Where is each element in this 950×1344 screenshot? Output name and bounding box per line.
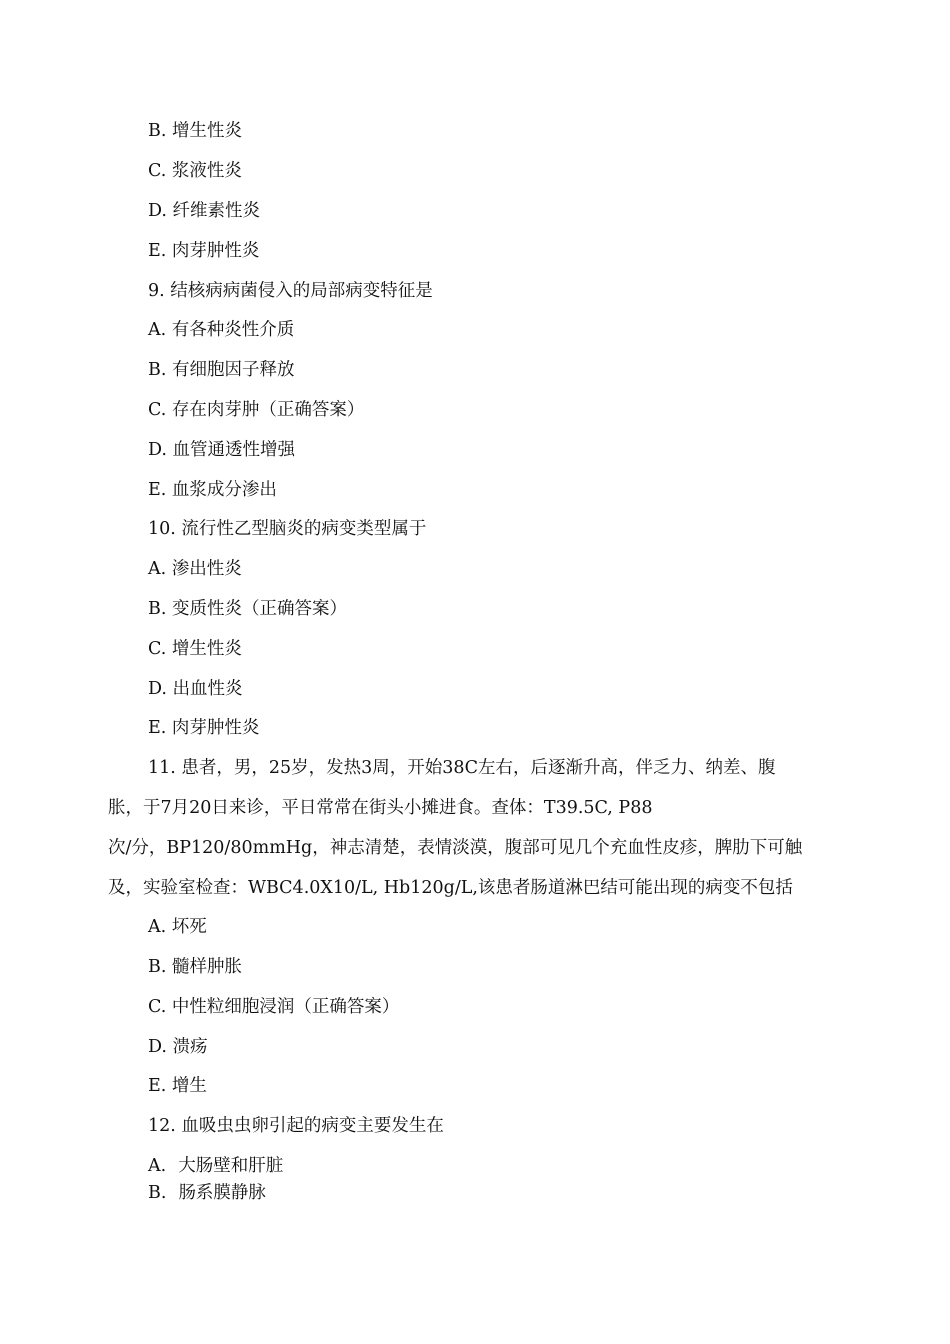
option-line: D. 纤维素性炎	[148, 201, 261, 221]
option-line: E. 增生	[148, 1076, 207, 1096]
option-line: D. 血管通透性增强	[148, 440, 296, 460]
option-line: C. 中性粒细胞浸润（正确答案）	[148, 997, 400, 1017]
option-line: B. 变质性炎（正确答案）	[148, 599, 347, 619]
question-stem-line: 11. 患者，男，25岁，发热3周，开始38C左右，后逐渐升高，伴乏力、纳差、腹	[148, 758, 776, 778]
option-line: B. 髓样肿胀	[148, 957, 242, 977]
option-line: A. 有各种炎性介质	[148, 320, 295, 340]
option-line: C. 浆液性炎	[148, 161, 242, 181]
option-line	[148, 1181, 266, 1205]
option-line: B. 增生性炎	[148, 121, 242, 141]
option-line: E. 肉芽肿性炎	[148, 241, 260, 261]
option-text: 大肠壁和肝脏	[178, 1156, 284, 1176]
option-line: D. 出血性炎	[148, 679, 243, 699]
question-stem-line: 胀，于7月20日来诊，平日常常在街头小摊进食。查体：T39.5C, P88	[108, 798, 653, 818]
option-line: E. 血浆成分渗出	[148, 480, 277, 500]
option-line	[148, 1154, 283, 1178]
question-stem-line: 及，实验室检查：WBC4.0X10/L, Hb120g/L,该患者肠道淋巴结可能出现的病变不包括	[108, 878, 793, 898]
option-line: A. 坏死	[148, 917, 207, 937]
option-line: E. 肉芽肿性炎	[148, 718, 260, 738]
question-stem: 12. 血吸虫虫卵引起的病变主要发生在	[148, 1116, 444, 1136]
question-stem: 10. 流行性乙型脑炎的病变类型属于	[148, 519, 427, 539]
option-line: C. 增生性炎	[148, 639, 242, 659]
option-line: A. 渗出性炎	[148, 559, 242, 579]
option-text: 肠系膜静脉	[178, 1183, 266, 1203]
question-stem-line: 次/分，BP120/80mmHg，神志清楚，表情淡漠，腹部可见几个充血性皮疹，脾肋下可触	[108, 838, 803, 858]
option-line: C. 存在肉芽肿（正确答案）	[148, 400, 365, 420]
option-letter: A.	[148, 1156, 167, 1176]
question-stem: 9. 结核病病菌侵入的局部病变特征是	[148, 281, 433, 301]
option-line: D. 溃疡	[148, 1037, 208, 1057]
option-line: B. 有细胞因子释放	[148, 360, 295, 380]
option-letter: B.	[148, 1183, 167, 1203]
